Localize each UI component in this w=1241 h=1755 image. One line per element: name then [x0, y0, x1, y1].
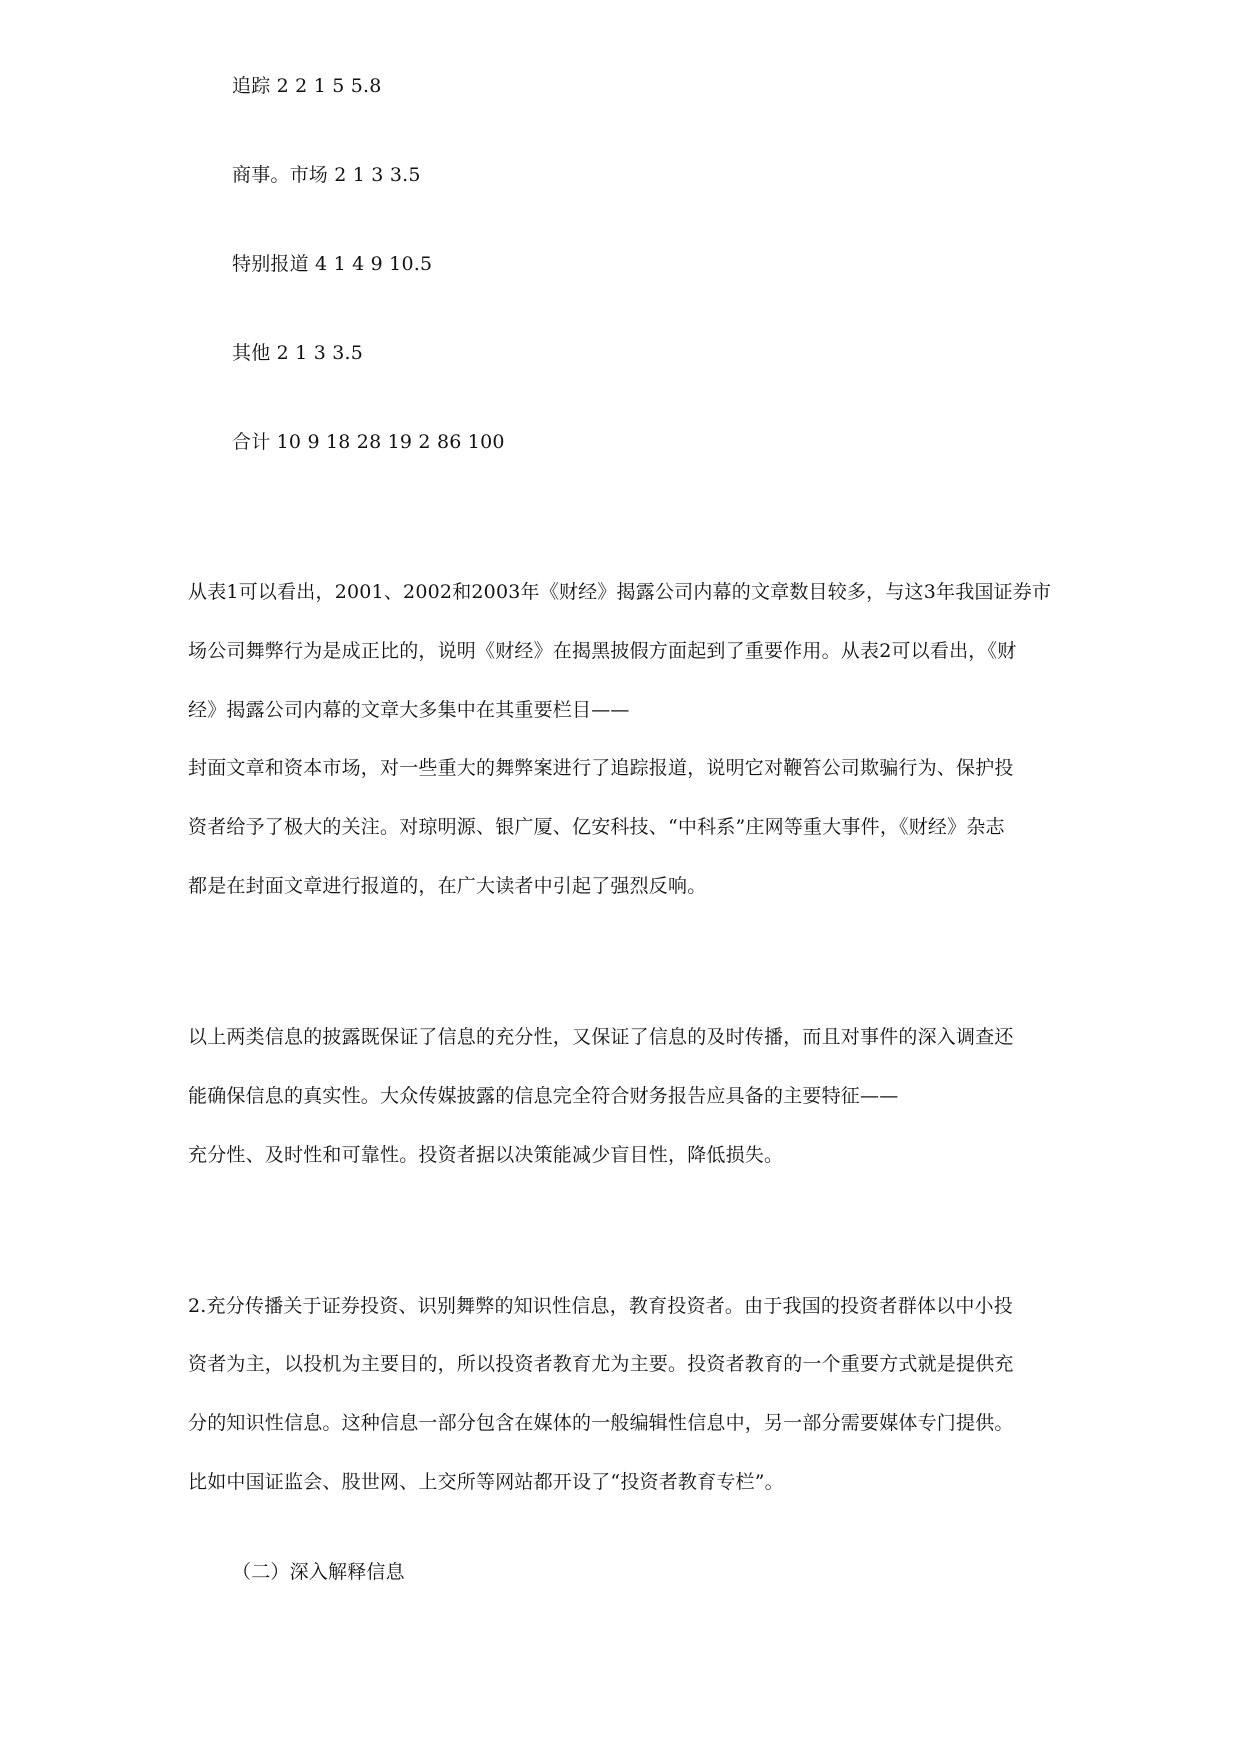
- table-row-special-report: 特别报道 4 1 4 9 10.5: [232, 253, 433, 275]
- section-subheading: （二）深入解释信息: [232, 1561, 405, 1583]
- paragraph-line: 从表1可以看出，2001、2002和2003年《财经》揭露公司内幕的文章数目较多，与这3年我国证券市: [188, 581, 1052, 603]
- paragraph-line: 资者为主，以投机为主要目的，所以投资者教育尤为主要。投资者教育的一个重要方式就是提供充: [188, 1353, 1014, 1375]
- paragraph-line: 场公司舞弊行为是成正比的，说明《财经》在揭黑披假方面起到了重要作用。从表2可以看出，《财: [188, 640, 1017, 662]
- table-row-tracking: 追踪 2 2 1 5 5.8: [232, 75, 382, 97]
- paragraph-line: 资者给予了极大的关注。对琼明源、银广厦、亿安科技、“中科系”庄网等重大事件，《财经》杂志: [188, 816, 1005, 838]
- paragraph-line: 能确保信息的真实性。大众传媒披露的信息完全符合财务报告应具备的主要特征——: [188, 1085, 899, 1107]
- paragraph-line: 比如中国证监会、股世网、上交所等网站都开设了“投资者教育专栏”。: [188, 1471, 784, 1493]
- paragraph-line: 分的知识性信息。这种信息一部分包含在媒体的一般编辑性信息中，另一部分需要媒体专门提供。: [188, 1412, 1014, 1434]
- table-row-total: 合计 10 9 18 28 19 2 86 100: [232, 431, 505, 453]
- paragraph-line: 充分性、及时性和可靠性。投资者据以决策能减少盲目性，降低损失。: [188, 1144, 784, 1166]
- table-row-other: 其他 2 1 3 3.5: [232, 342, 364, 364]
- paragraph-line: 封面文章和资本市场，对一些重大的舞弊案进行了追踪报道，说明它对鞭笞公司欺骗行为、保护投: [188, 757, 1014, 779]
- paragraph-line: 都是在封面文章进行报道的，在广大读者中引起了强烈反响。: [188, 875, 707, 897]
- table-row-business-market: 商事。市场 2 1 3 3.5: [232, 164, 421, 186]
- paragraph-line: 以上两类信息的披露既保证了信息的充分性，又保证了信息的及时传播，而且对事件的深入调查还: [188, 1026, 1014, 1048]
- paragraph-line: 2.充分传播关于证券投资、识别舞弊的知识性信息，教育投资者。由于我国的投资者群体以中小投: [188, 1295, 1013, 1317]
- paragraph-line: 经》揭露公司内幕的文章大多集中在其重要栏目——: [188, 699, 630, 721]
